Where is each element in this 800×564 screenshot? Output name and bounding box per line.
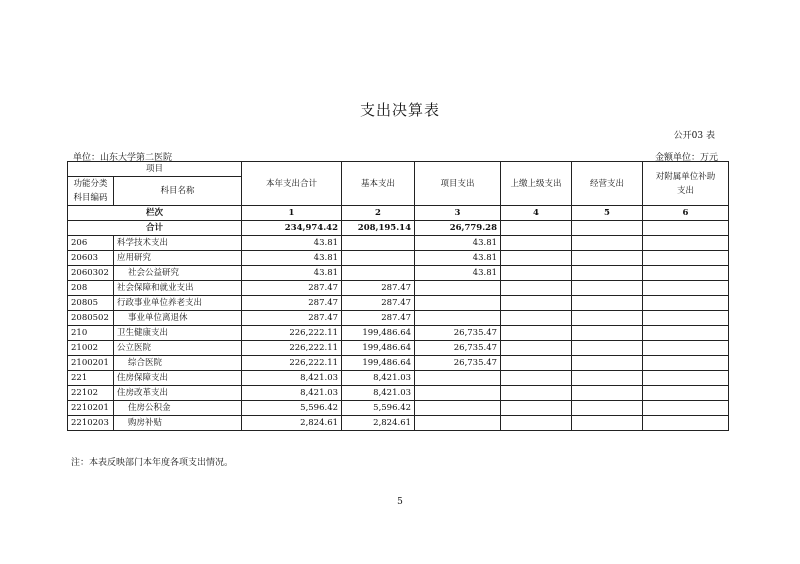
row-operation	[572, 341, 643, 356]
header-operation: 经营支出	[572, 162, 643, 206]
table-row	[68, 401, 729, 416]
sum-row	[68, 221, 729, 236]
row-total: 43.81	[242, 266, 342, 281]
row-operation	[572, 386, 643, 401]
row-code: 210	[68, 326, 114, 341]
row-total: 43.81	[242, 236, 342, 251]
header-code: 功能分类 科目编码	[68, 177, 114, 206]
row-basic: 8,421.03	[342, 371, 415, 386]
sum-total: 234,974.42	[242, 221, 342, 236]
table-row	[68, 416, 729, 431]
row-project: 26,735.47	[415, 356, 501, 371]
row-total: 8,421.03	[242, 371, 342, 386]
sum-project: 26,779.28	[415, 221, 501, 236]
table-row	[68, 281, 729, 296]
row-subsidy	[643, 296, 729, 311]
row-subsidy	[643, 236, 729, 251]
row-total: 226,222.11	[242, 356, 342, 371]
row-name: 住房保障支出	[114, 371, 242, 386]
row-total: 226,222.11	[242, 326, 342, 341]
row-upper	[501, 251, 572, 266]
row-operation	[572, 266, 643, 281]
row-subsidy	[643, 311, 729, 326]
row-name: 应用研究	[114, 251, 242, 266]
row-upper	[501, 311, 572, 326]
row-operation	[572, 296, 643, 311]
row-subsidy	[643, 416, 729, 431]
row-project: 26,735.47	[415, 326, 501, 341]
column-index-3: 3	[415, 206, 501, 221]
sum-subsidy	[643, 221, 729, 236]
column-index-6: 6	[643, 206, 729, 221]
row-upper	[501, 401, 572, 416]
row-project	[415, 311, 501, 326]
column-index-1: 1	[242, 206, 342, 221]
row-project	[415, 416, 501, 431]
currency-unit-label: 金额单位：万元	[654, 153, 718, 163]
row-subsidy	[643, 266, 729, 281]
row-code: 20805	[68, 296, 114, 311]
row-subsidy	[643, 386, 729, 401]
row-name: 住房改革支出	[114, 386, 242, 401]
row-basic: 287.47	[342, 311, 415, 326]
table-row	[68, 296, 729, 311]
row-upper	[501, 296, 572, 311]
row-total: 43.81	[242, 251, 342, 266]
table-row	[68, 251, 729, 266]
header-item: 项目	[68, 162, 242, 177]
row-name: 综合医院	[114, 356, 242, 371]
row-operation	[572, 371, 643, 386]
row-name: 科学技术支出	[114, 236, 242, 251]
header-row-item	[68, 162, 729, 177]
row-name: 行政事业单位养老支出	[114, 296, 242, 311]
row-upper	[501, 341, 572, 356]
row-name: 卫生健康支出	[114, 326, 242, 341]
row-subsidy	[643, 251, 729, 266]
row-project: 43.81	[415, 266, 501, 281]
row-project: 43.81	[415, 251, 501, 266]
sum-label: 合计	[68, 221, 242, 236]
header-total: 本年支出合计	[242, 162, 342, 206]
row-basic: 5,596.42	[342, 401, 415, 416]
row-subsidy	[643, 326, 729, 341]
row-operation	[572, 416, 643, 431]
row-operation	[572, 281, 643, 296]
row-basic: 199,486.64	[342, 326, 415, 341]
row-code: 20603	[68, 251, 114, 266]
row-basic: 199,486.64	[342, 341, 415, 356]
row-total: 287.47	[242, 281, 342, 296]
table-row	[68, 371, 729, 386]
header-project: 项目支出	[415, 162, 501, 206]
row-upper	[501, 326, 572, 341]
row-code: 21002	[68, 341, 114, 356]
row-total: 287.47	[242, 311, 342, 326]
row-operation	[572, 401, 643, 416]
row-subsidy	[643, 281, 729, 296]
row-basic	[342, 251, 415, 266]
row-code: 2060302	[68, 266, 114, 281]
row-basic: 287.47	[342, 296, 415, 311]
row-code: 208	[68, 281, 114, 296]
row-basic	[342, 236, 415, 251]
row-code: 2210201	[68, 401, 114, 416]
row-basic: 2,824.61	[342, 416, 415, 431]
row-basic: 8,421.03	[342, 386, 415, 401]
row-basic	[342, 266, 415, 281]
column-index-5: 5	[572, 206, 643, 221]
row-name: 公立医院	[114, 341, 242, 356]
header-name: 科目名称	[114, 177, 242, 206]
row-operation	[572, 311, 643, 326]
table-row	[68, 236, 729, 251]
row-upper	[501, 356, 572, 371]
header-subsidy: 对附属单位补助 支出	[643, 162, 729, 206]
row-upper	[501, 416, 572, 431]
row-subsidy	[643, 401, 729, 416]
footnote: 注：本表反映部门本年度各项支出情况。	[71, 458, 234, 468]
row-name: 购房补贴	[114, 416, 242, 431]
expenditure-table	[67, 161, 729, 431]
table-row	[68, 326, 729, 341]
row-project	[415, 281, 501, 296]
row-name: 事业单位离退休	[114, 311, 242, 326]
row-total: 5,596.42	[242, 401, 342, 416]
row-project	[415, 371, 501, 386]
column-index-4: 4	[501, 206, 572, 221]
page-title: 支出决算表	[359, 101, 440, 119]
row-subsidy	[643, 356, 729, 371]
column-index-2: 2	[342, 206, 415, 221]
column-index-row	[68, 206, 729, 221]
row-name: 社会公益研究	[114, 266, 242, 281]
table-row	[68, 266, 729, 281]
sum-basic: 208,195.14	[342, 221, 415, 236]
row-operation	[572, 251, 643, 266]
row-total: 8,421.03	[242, 386, 342, 401]
row-upper	[501, 281, 572, 296]
table-row	[68, 356, 729, 371]
row-code: 22102	[68, 386, 114, 401]
row-subsidy	[643, 341, 729, 356]
row-basic: 287.47	[342, 281, 415, 296]
row-total: 2,824.61	[242, 416, 342, 431]
row-code: 221	[68, 371, 114, 386]
row-name: 社会保障和就业支出	[114, 281, 242, 296]
row-project: 43.81	[415, 236, 501, 251]
row-code: 2080502	[68, 311, 114, 326]
row-code: 2100201	[68, 356, 114, 371]
row-upper	[501, 386, 572, 401]
sum-upper	[501, 221, 572, 236]
column-index-label: 栏次	[68, 206, 242, 221]
table-row	[68, 386, 729, 401]
page-number: 5	[397, 497, 403, 507]
row-operation	[572, 326, 643, 341]
row-upper	[501, 236, 572, 251]
row-project	[415, 401, 501, 416]
row-code: 206	[68, 236, 114, 251]
row-operation	[572, 236, 643, 251]
header-basic: 基本支出	[342, 162, 415, 206]
row-name: 住房公积金	[114, 401, 242, 416]
row-upper	[501, 266, 572, 281]
row-operation	[572, 356, 643, 371]
row-project	[415, 386, 501, 401]
table-code: 公开03 表	[673, 131, 715, 141]
table-row	[68, 341, 729, 356]
row-total: 287.47	[242, 296, 342, 311]
row-project	[415, 296, 501, 311]
row-total: 226,222.11	[242, 341, 342, 356]
row-code: 2210203	[68, 416, 114, 431]
unit-label: 单位：山东大学第二医院	[73, 153, 173, 163]
sum-operation	[572, 221, 643, 236]
row-subsidy	[643, 371, 729, 386]
row-project: 26,735.47	[415, 341, 501, 356]
row-basic: 199,486.64	[342, 356, 415, 371]
table-row	[68, 311, 729, 326]
header-upper: 上缴上级支出	[501, 162, 572, 206]
row-upper	[501, 371, 572, 386]
